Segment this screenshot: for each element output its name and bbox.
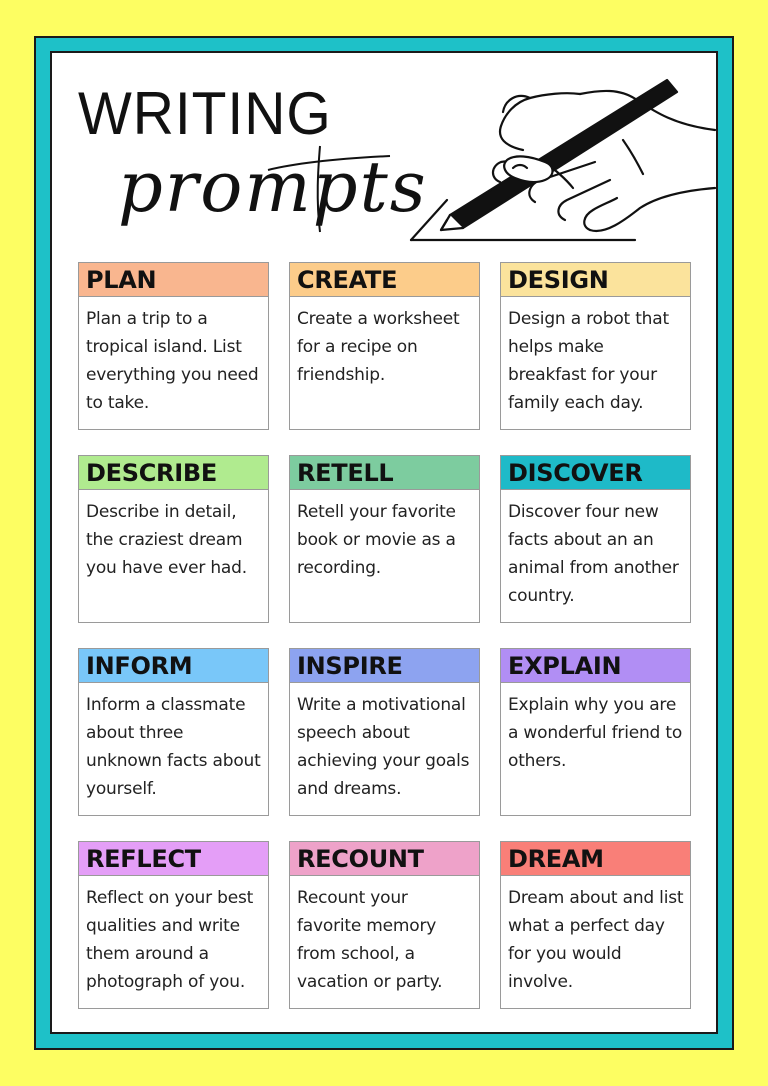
prompt-card-text: Plan a trip to a tropical island. List everything you need to take. [86,309,259,413]
prompt-card-discover [500,455,691,623]
prompt-card-recount [289,841,480,1009]
prompt-card-heading: RETELL [290,456,479,490]
prompt-card-inform [78,648,269,816]
prompt-card-inspire [289,648,480,816]
prompt-card-explain [500,648,691,816]
prompt-card-text: Recount your favorite memory from school, a vacation or party. [297,888,443,992]
prompt-card-retell [289,455,480,623]
prompt-card-heading: DISCOVER [501,456,690,490]
prompt-card-text: Write a motivational speech about achieving your goals and dreams. [297,695,470,799]
prompt-card-heading: DESCRIBE [79,456,268,490]
prompt-card-design [500,262,691,430]
prompt-card-heading: REFLECT [79,842,268,876]
prompt-card-reflect [78,841,269,1009]
title-flourish-decoration [260,140,400,240]
prompt-card-heading: CREATE [290,263,479,297]
title-writing: WRITING [78,80,332,147]
prompt-card-heading: EXPLAIN [501,649,690,683]
prompt-card-text: Design a robot that helps make breakfast for your family each day. [508,309,669,413]
prompt-card-heading: INSPIRE [290,649,479,683]
prompt-card-heading: PLAN [79,263,268,297]
prompt-card-heading: DREAM [501,842,690,876]
prompt-card-text: Explain why you are a wonderful friend to others. [508,695,683,771]
prompt-card-text: Retell your favorite book or movie as a recording. [297,502,456,578]
title-prompts: prompts [118,146,428,228]
prompt-card-heading: RECOUNT [290,842,479,876]
prompt-card-text: Create a worksheet for a recipe on friendship. [297,309,460,385]
prompt-card-heading: INFORM [79,649,268,683]
prompt-card-dream [500,841,691,1009]
hand-writing-with-pen-icon [405,70,717,245]
prompt-card-plan [78,262,269,430]
prompt-card-heading: DESIGN [501,263,690,297]
prompt-card-text: Dream about and list what a perfect day for you would involve. [508,888,684,992]
prompt-card-text: Describe in detail, the craziest dream you have ever had. [86,502,247,578]
prompt-card-text: Reflect on your best qualities and write them around a photograph of you. [86,888,254,992]
prompt-card-create [289,262,480,430]
prompt-card-text: Discover four new facts about an an animal from another country. [508,502,679,606]
prompt-card-text: Inform a classmate about three unknown facts about yourself. [86,695,261,799]
prompt-card-describe [78,455,269,623]
